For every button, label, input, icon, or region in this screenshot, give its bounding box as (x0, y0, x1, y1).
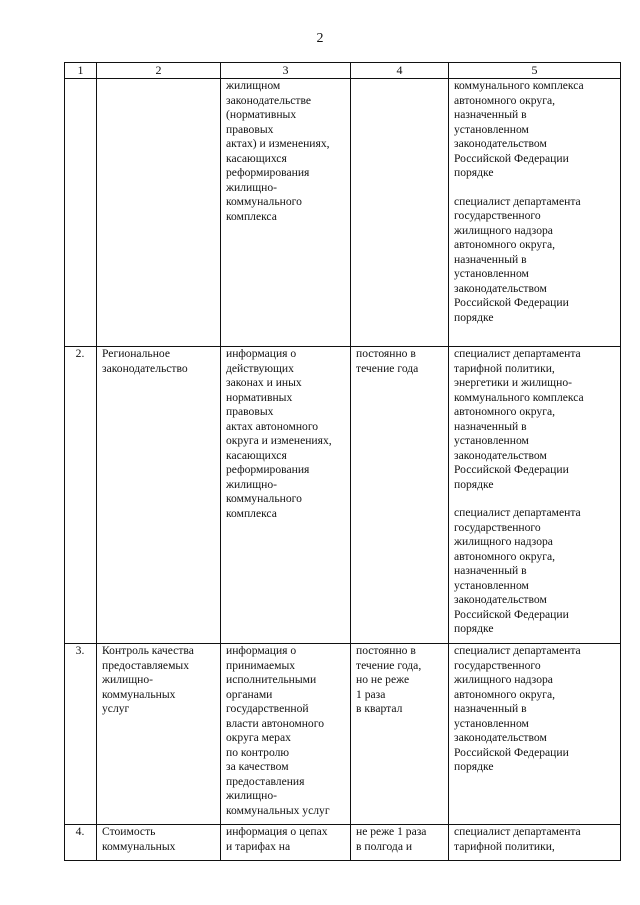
cell-line: постоянно в (356, 347, 416, 360)
cell-line: за качеством (226, 760, 289, 773)
cell-line: тарифной политики, (454, 839, 555, 853)
cell-line: Стоимость (102, 825, 156, 838)
cell-line: жилищного надзора (454, 535, 553, 548)
cell-line: установленном (454, 434, 529, 447)
page-number: 2 (316, 31, 324, 46)
cell-line: правовых (226, 405, 274, 418)
row-number: 2. (65, 347, 97, 644)
cell-line: (нормативных (226, 108, 297, 121)
cell-responsible (449, 347, 621, 644)
column-header: 5 (449, 63, 621, 79)
header-row (65, 63, 621, 79)
cell-line: законодательством (454, 731, 547, 744)
cell-line: тарифной политики, (454, 361, 555, 375)
cell-line: порядке (454, 622, 494, 635)
cell-line: услуг (102, 702, 130, 715)
cell-line: установленном (454, 578, 529, 592)
cell-line: автономного округа, (454, 549, 555, 563)
cell-name (97, 825, 221, 861)
cell-line: законодательством (454, 448, 547, 462)
cell-line: специалист департамента (454, 506, 581, 519)
table-row (65, 347, 621, 644)
cell-name (97, 644, 221, 825)
cell-line: комплекса (226, 209, 277, 223)
cell-line: жилищного надзора (454, 223, 553, 237)
cell-line: коммунальных услуг (226, 803, 330, 817)
cell-line: жилищно- (226, 789, 277, 802)
cell-line: законодательством (454, 593, 547, 606)
cell-line: коммунального комплекса (454, 79, 584, 92)
cell-line: касающихся (226, 151, 287, 165)
cell-line: органами (226, 687, 273, 701)
cell-line: коммунального (226, 492, 302, 505)
cell-line: в квартал (356, 702, 403, 715)
cell-line: законах и иных (226, 376, 302, 389)
cell-name (97, 347, 221, 644)
cell-line: комплекса (226, 506, 277, 520)
row-number: 3. (65, 644, 97, 825)
cell-line: власти автономного (226, 716, 324, 730)
cell-line: государственного (454, 209, 541, 222)
cell-line: автономного округа, (454, 405, 555, 418)
cell-line: специалист департамента (454, 825, 581, 838)
cell-line: специалист департамента (454, 644, 581, 657)
cell-line: постоянно в (356, 644, 416, 657)
cell-line: 1 раза (356, 687, 386, 701)
cell-line: информация о (226, 644, 297, 657)
cell-line: установленном (454, 122, 529, 136)
cell-line: государственной (226, 702, 309, 715)
cell-line: автономного округа, (454, 93, 555, 107)
cell-line: коммунального комплекса (454, 390, 584, 404)
cell-line: актах автономного (226, 419, 319, 433)
column-header: 4 (351, 63, 449, 79)
cell-line: по контролю (226, 745, 290, 759)
cell-line: Российской Федерации (454, 296, 569, 309)
cell-name (97, 79, 221, 347)
cell-line: Российской Федерации (454, 607, 569, 621)
cell-line: назначенный в (454, 564, 527, 577)
cell-line: Региональное (102, 347, 171, 360)
cell-line: но не реже (356, 673, 410, 686)
cell-responsible (449, 79, 621, 347)
cell-line: не реже 1 раза (356, 825, 427, 838)
cell-line: округа и изменениях, (226, 434, 332, 447)
cell-line: в полгода и (356, 839, 413, 853)
cell-line: исполнительными (226, 673, 317, 686)
cell-line: Российской Федерации (454, 463, 569, 476)
cell-line: течение года, (356, 658, 422, 672)
cell-line: округа мерах (226, 731, 291, 744)
cell-line: касающихся (226, 448, 287, 462)
table-row (65, 825, 621, 861)
cell-line: жилищного надзора (454, 673, 553, 686)
row-number (65, 79, 97, 347)
cell-line: Российской Федерации (454, 745, 569, 759)
cell-line: информация о цепах (226, 825, 328, 838)
column-header: 3 (221, 63, 351, 79)
cell-line: предоставления (226, 774, 305, 788)
cell-line: назначенный в (454, 419, 527, 433)
cell-line: порядке (454, 477, 494, 491)
cell-info (221, 825, 351, 861)
cell-info (221, 644, 351, 825)
column-header: 2 (97, 63, 221, 79)
cell-line: коммунальных (102, 687, 176, 701)
schedule-table (64, 62, 621, 861)
cell-line: государственного (454, 520, 541, 534)
cell-line: порядке (454, 310, 494, 324)
cell-line: жилищно- (102, 673, 153, 686)
cell-responsible (449, 644, 621, 825)
paragraph-gap (454, 181, 617, 195)
cell-line: государственного (454, 658, 541, 672)
cell-line: законодательством (454, 281, 547, 295)
cell-line: и тарифах на (226, 839, 291, 853)
cell-line: назначенный в (454, 108, 527, 121)
cell-line: специалист департамента (454, 194, 581, 208)
cell-line: Российской Федерации (454, 151, 569, 165)
cell-info (221, 79, 351, 347)
cell-line: правовых (226, 122, 274, 136)
cell-period (351, 825, 449, 861)
cell-line: информация о (226, 347, 297, 360)
cell-line: установленном (454, 716, 529, 730)
cell-line: жилищно- (226, 477, 277, 491)
cell-line: жилищно- (226, 180, 277, 194)
cell-line: автономного округа, (454, 238, 555, 251)
cell-line: установленном (454, 267, 529, 280)
cell-line: жилищном (226, 79, 281, 92)
cell-line: реформирования (226, 463, 310, 476)
cell-responsible (449, 825, 621, 861)
cell-line: течение года (356, 361, 419, 375)
cell-line: актах) и изменениях, (226, 137, 330, 150)
cell-line: порядке (454, 166, 494, 179)
cell-line: автономного округа, (454, 687, 555, 701)
cell-period (351, 644, 449, 825)
cell-line: законодательством (454, 137, 547, 150)
cell-line: нормативных (226, 390, 293, 404)
cell-line: порядке (454, 760, 494, 773)
cell-line: предоставляемых (102, 658, 189, 672)
row-number: 4. (65, 825, 97, 861)
cell-line: принимаемых (226, 658, 296, 672)
cell-line: законодательстве (226, 93, 312, 107)
paragraph-gap (454, 492, 617, 506)
cell-line: назначенный в (454, 252, 527, 266)
cell-period (351, 79, 449, 347)
cell-line: назначенный в (454, 702, 527, 715)
cell-line: коммунального (226, 195, 302, 208)
table-body (65, 79, 621, 861)
cell-info (221, 347, 351, 644)
cell-line: действующих (226, 361, 294, 375)
cell-line: законодательство (102, 361, 188, 375)
cell-line: энергетики и жилищно- (454, 376, 572, 389)
column-header: 1 (65, 63, 97, 79)
cell-line: Контроль качества (102, 644, 194, 657)
cell-line: реформирования (226, 166, 310, 179)
cell-line: коммунальных (102, 839, 176, 853)
cell-period (351, 347, 449, 644)
cell-line: специалист департамента (454, 347, 581, 360)
table-row (65, 644, 621, 825)
table-row (65, 79, 621, 347)
